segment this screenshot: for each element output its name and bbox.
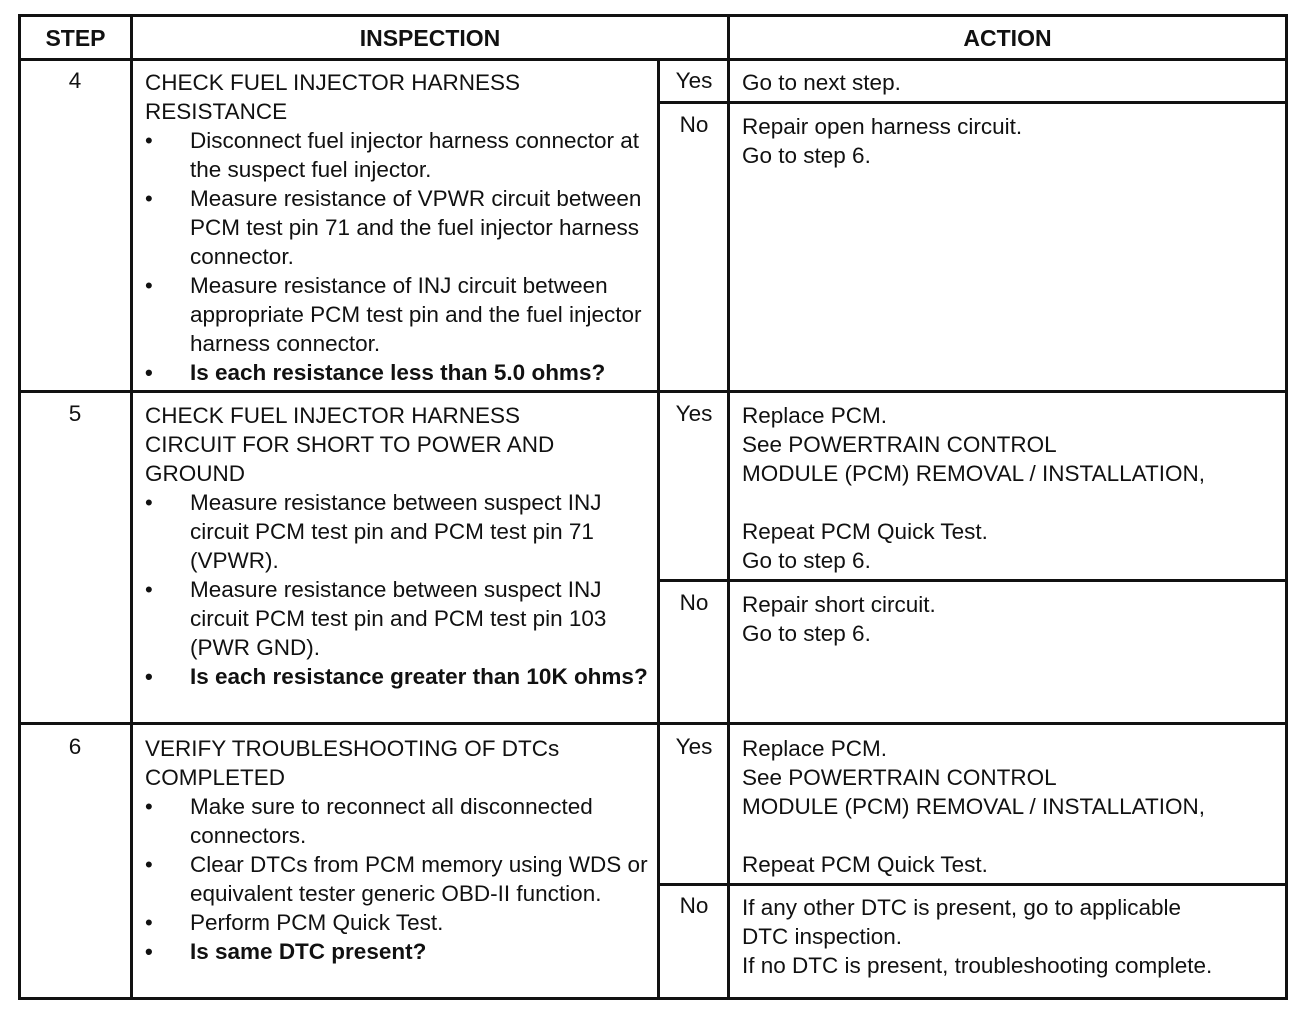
inspection-cell — [145, 734, 651, 966]
yes-no-divider — [657, 883, 1288, 886]
action-line: MODULE (PCM) REMOVAL / INSTALLATION, — [742, 461, 1205, 486]
inspection-question: • Is same DTC present? — [145, 937, 651, 966]
action-line: Repair open harness circuit. — [742, 114, 1023, 139]
step-number: 6 — [68, 734, 82, 759]
no-action — [742, 590, 1282, 648]
yes-no-divider — [657, 579, 1288, 582]
row-divider — [18, 722, 1288, 725]
inspection-title: COMPLETED — [145, 765, 286, 790]
action-line: Replace PCM. — [742, 403, 888, 428]
action-line: MODULE (PCM) REMOVAL / INSTALLATION, — [742, 794, 1205, 819]
yes-action — [742, 68, 1282, 97]
row-divider — [18, 390, 1288, 393]
inspection-title: CHECK FUEL INJECTOR HARNESS — [145, 70, 521, 95]
yes-action — [742, 401, 1282, 575]
inspection-question: • Is each resistance greater than 10K ohms? — [145, 662, 651, 691]
action-line: Go to step 6. — [742, 143, 871, 168]
inspection-title: VERIFY TROUBLESHOOTING OF DTCs — [145, 736, 560, 761]
inspection-bullets — [145, 792, 651, 966]
inspection-cell — [145, 401, 651, 691]
yes-label: Yes — [675, 401, 713, 426]
action-line: Go to step 6. — [742, 621, 871, 646]
inspection-bullet: • Perform PCM Quick Test. — [145, 908, 651, 937]
inspection-bullet: • Make sure to reconnect all disconnected connectors. — [145, 792, 651, 850]
inspection-title: CHECK FUEL INJECTOR HARNESS — [145, 403, 521, 428]
action-line: Repeat PCM Quick Test. — [742, 519, 988, 544]
inspection-question: • Is each resistance less than 5.0 ohms? — [145, 358, 651, 387]
step-column-divider — [130, 14, 133, 1000]
inspection-bullet: • Measure resistance between suspect INJ circuit PCM test pin and PCM test pin 103 (PWR GND). — [145, 575, 651, 662]
action-line: See POWERTRAIN CONTROL — [742, 765, 1057, 790]
header-inspection: INSPECTION — [359, 25, 501, 51]
header-step: STEP — [45, 25, 106, 51]
header-divider — [18, 58, 1288, 61]
inspection-title: RESISTANCE — [145, 99, 288, 124]
inspection-bullet: • Clear DTCs from PCM memory using WDS or equivalent tester generic OBD-II function. — [145, 850, 651, 908]
action-line: Replace PCM. — [742, 736, 888, 761]
yes-no-divider — [657, 101, 1288, 104]
inspection-title: GROUND — [145, 461, 245, 486]
step-number: 4 — [68, 68, 82, 93]
action-line: See POWERTRAIN CONTROL — [742, 432, 1057, 457]
no-label: No — [679, 112, 709, 137]
action-line: Repeat PCM Quick Test. — [742, 852, 988, 877]
no-action — [742, 112, 1282, 170]
no-label: No — [679, 590, 709, 615]
step-number: 5 — [68, 401, 82, 426]
inspection-cell — [145, 68, 651, 387]
action-line: Repair short circuit. — [742, 592, 936, 617]
action-line: If no DTC is present, troubleshooting complete. — [742, 953, 1213, 978]
action-line — [742, 821, 1282, 850]
action-line: Go to step 6. — [742, 548, 871, 573]
inspection-bullet: • Measure resistance of VPWR circuit between PCM test pin 71 and the fuel injector harness connector. — [145, 184, 651, 271]
yes-action — [742, 734, 1282, 879]
answer-column-divider — [657, 58, 660, 1000]
inspection-title: CIRCUIT FOR SHORT TO POWER AND — [145, 432, 555, 457]
inspection-bullet: • Disconnect fuel injector harness connector at the suspect fuel injector. — [145, 126, 651, 184]
action-line — [742, 488, 1282, 517]
action-column-divider — [727, 14, 730, 1000]
inspection-bullets — [145, 126, 651, 387]
action-line: If any other DTC is present, go to applicable — [742, 895, 1181, 920]
header-action: ACTION — [963, 25, 1052, 51]
inspection-bullet: • Measure resistance of INJ circuit between appropriate PCM test pin and the fuel injector harness connector. — [145, 271, 651, 358]
inspection-bullets — [145, 488, 651, 691]
no-label: No — [679, 893, 709, 918]
action-line: Go to next step. — [742, 70, 901, 95]
no-action — [742, 893, 1282, 980]
yes-label: Yes — [675, 734, 713, 759]
action-line: DTC inspection. — [742, 924, 903, 949]
inspection-bullet: • Measure resistance between suspect INJ circuit PCM test pin and PCM test pin 71 (VPWR). — [145, 488, 651, 575]
yes-label: Yes — [675, 68, 713, 93]
